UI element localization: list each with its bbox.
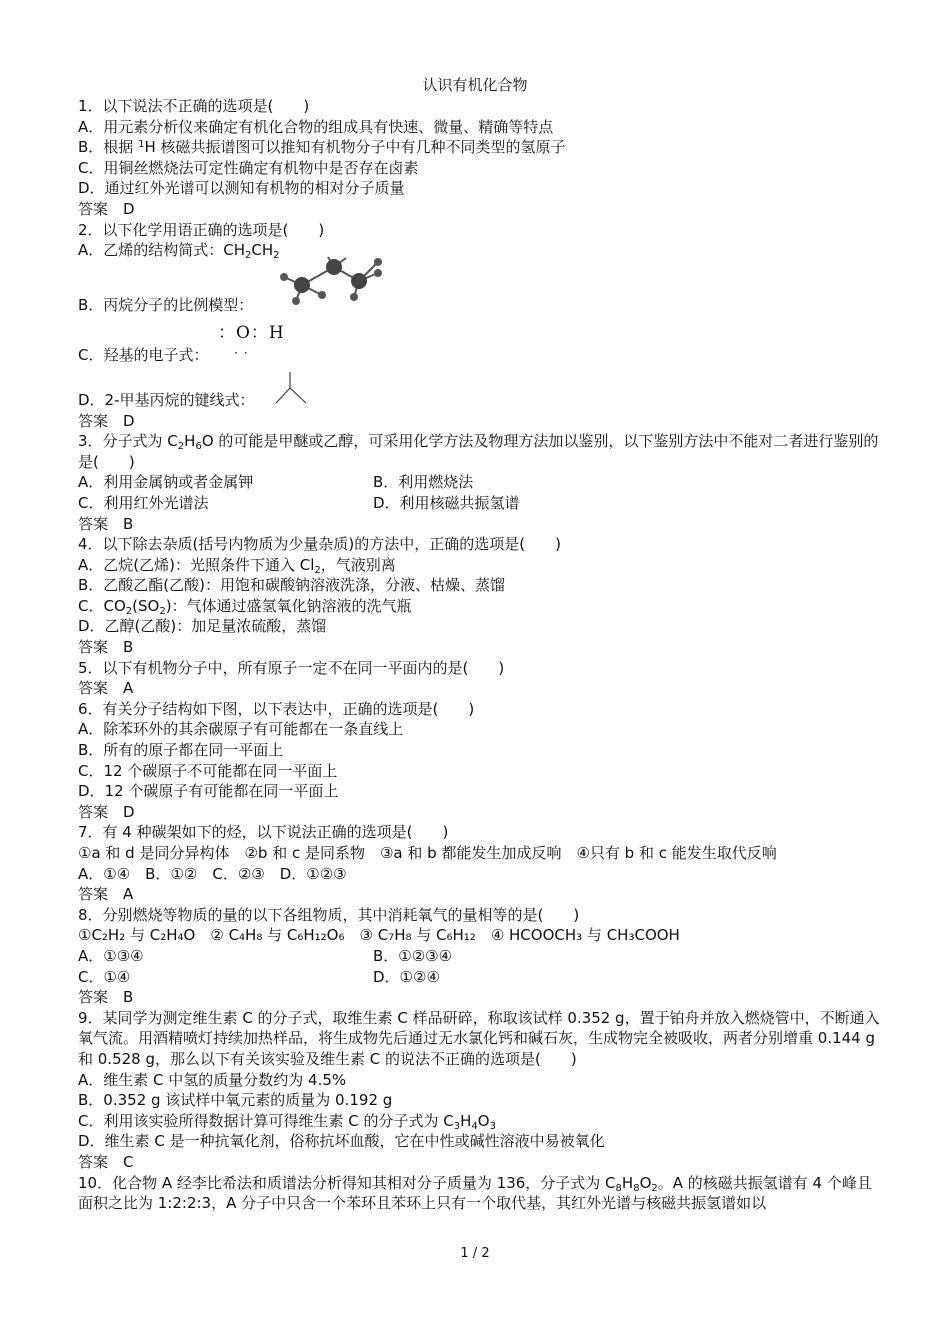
q1-option-a: A．用元素分析仪来确定有机化合物的组成具有快速、微量、精确等特点 xyxy=(78,117,554,136)
q9-option-d: D．维生素 C 是一种抗氧化剂，俗称抗坏血酸，它在中性或碱性溶液中易被氧化 xyxy=(78,1132,605,1151)
q5-answer: 答案 A xyxy=(78,679,134,698)
q4-option-a: A．乙烷(乙烯)：光照条件下通入 $Cl_2$，气液别离 xyxy=(78,555,396,576)
page-number: 1 / 2 xyxy=(460,1246,490,1261)
q7-statements: ①a 和 d 是同分异构体 ②b 和 c 是同系物 ③a 和 b 都能发生加成反响 ④只有 b 和 c 能发生取代反响 xyxy=(78,844,777,862)
q2-option-c: C．羟基的电子式： ：O：H ·· xyxy=(78,323,285,365)
methylpropane-skeletal-formula-image xyxy=(274,370,310,406)
q9-answer: 答案 C xyxy=(78,1152,134,1171)
q8-option-d: D．①②④ xyxy=(373,967,440,986)
q9-option-a: A．维生素 C 中氢的质量分数约为 4.5% xyxy=(78,1070,347,1089)
q4-option-d: D．乙醇(乙酸)：加足量浓硫酸，蒸馏 xyxy=(78,617,327,636)
q3-options-row-2 xyxy=(78,493,886,514)
q9-option-c: C．利用该实验所得数据计算可得维生素 C 的分子式为 $C_3H_4O_3$ xyxy=(78,1111,496,1132)
q2-stem: 2．以下化学用语正确的选项是( ) xyxy=(78,220,325,239)
q6-option-d: D．12 个碳原子有可能都在同一平面上 xyxy=(78,782,339,801)
q8-stem: 8．分别燃烧等物质的量的以下各组物质，其中消耗氧气的量相等的是( ) xyxy=(78,905,580,924)
q4-option-b: B．乙酸乙酯(乙酸)：用饱和碳酸钠溶液洗涤，分液、枯燥、蒸馏 xyxy=(78,576,505,595)
q2-answer: 答案 D xyxy=(78,411,135,430)
q3-option-d: D．利用核磁共振氢谱 xyxy=(373,493,520,512)
q7-stem: 7．有 4 种碳架如下的烃，以下说法正确的选项是( ) xyxy=(78,823,449,842)
q6-option-a: A．除苯环外的其余碳原子有可能都在一条直线上 xyxy=(78,720,404,739)
q9-option-b: B．0.352 g 该试样中氧元素的质量为 0.192 g xyxy=(78,1091,393,1110)
q4-stem: 4．以下除去杂质(括号内物质为少量杂质)的方法中，正确的选项是( ) xyxy=(78,535,561,554)
q1-answer: 答案 D xyxy=(78,199,135,218)
q8-statements: ①C₂H₂ 与 C₂H₄O ② C₄H₈ 与 C₆H₁₂O₆ ③ C₇H₈ 与 C₆H₁₂ ④ HCOOCH₃ 与 CH₃COOH xyxy=(78,926,680,945)
q1-stem: 1．以下说法不正确的选项是( ) xyxy=(78,97,310,115)
hydroxyl-electron-formula: ：O：H xyxy=(218,323,285,344)
q2-option-d: D．2-甲基丙烷的键线式： xyxy=(78,390,886,411)
document-body xyxy=(78,96,886,1214)
q4-option-c: C．$CO_2(SO_2)$：气体通过盛氢氧化钠溶液的洗气瓶 xyxy=(78,596,412,617)
q3-option-a: A．利用金属钠或者金属钾 xyxy=(78,473,254,492)
q10-stem: 10．化合物 A 经李比希法和质谱法分析得知其相对分子质量为 136，分子式为 $C_8H_8O_2$。A 的核磁共振氢谱有 4 个峰且面积之比为 1:2:2:3，A 分子中只含一个苯环且苯环上只有一个取代基，其红外光谱与核磁共振氢谱如以 xyxy=(78,1173,872,1213)
q8-option-b: B．①②③④ xyxy=(373,946,453,965)
q2-option-a: A．乙烯的结构简式：$CH_2CH_2$ xyxy=(78,241,280,262)
q3-option-b: B．利用燃烧法 xyxy=(373,473,474,492)
q3-answer: 答案 B xyxy=(78,514,134,533)
q5-stem: 5．以下有机物分子中，所有原子一定不在同一平面内的是( ) xyxy=(78,658,505,677)
q7-options: A．①④ B．①② C．②③ D．①②③ xyxy=(78,864,347,883)
hydroxyl-lone-pair-dots: ·· xyxy=(234,346,254,361)
q6-answer: 答案 D xyxy=(78,802,135,821)
q3-options-row-1 xyxy=(78,472,886,493)
q1-option-c: C．用铜丝燃烧法可定性确定有机物中是否存在卤素 xyxy=(78,158,419,177)
q3-stem: 3．分子式为 $C_2H_6O$ 的可能是甲醚或乙醇，可采用化学方法及物理方法加以鉴别，以下鉴别方法中不能对二者进行鉴别的是( ) xyxy=(78,432,879,471)
document-title: 认识有机化合物 xyxy=(422,76,528,94)
q8-options-row-2 xyxy=(78,967,886,988)
q8-option-c: C．①④ xyxy=(78,967,131,986)
q6-option-c: C．12 个碳原子不可能都在同一平面上 xyxy=(78,761,338,780)
q7-answer: 答案 A xyxy=(78,885,134,904)
q3-option-c: C．利用红外光谱法 xyxy=(78,493,209,512)
q6-option-b: B．所有的原子都在同一平面上 xyxy=(78,741,284,760)
q4-answer: 答案 B xyxy=(78,638,134,657)
q8-answer: 答案 B xyxy=(78,988,134,1007)
q2-option-b: B．丙烷分子的比例模型： xyxy=(78,295,254,314)
q9-stem: 9．某同学为测定维生素 C 的分子式，取维生素 C 样品研碎，称取该试样 0.352 g，置于铂舟并放入燃烧管中，不断通入氧气流。用酒精喷灯持续加热样品，将生成物先后通过无水氯化钙和碱石灰，生成物完全被吸收，两者分别增重 0.144 g 和 0.528 g，那么以下有关该实验及维生素 C 的说法不正确的选项是( ) xyxy=(78,1008,880,1068)
q8-options-row-1 xyxy=(78,946,886,967)
q8-option-a: A．①③④ xyxy=(78,946,144,965)
q2-b-spacer xyxy=(78,261,886,295)
q6-stem: 6．有关分子结构如下图，以下表达中，正确的选项是( ) xyxy=(78,699,475,718)
q1-option-b: B．根据 $^1$H 核磁共振谱图可以推知有机物分子中有几种不同类型的氢原子 xyxy=(78,138,566,157)
q1-option-d: D．通过红外光谱可以测知有机物的相对分子质量 xyxy=(78,179,405,198)
